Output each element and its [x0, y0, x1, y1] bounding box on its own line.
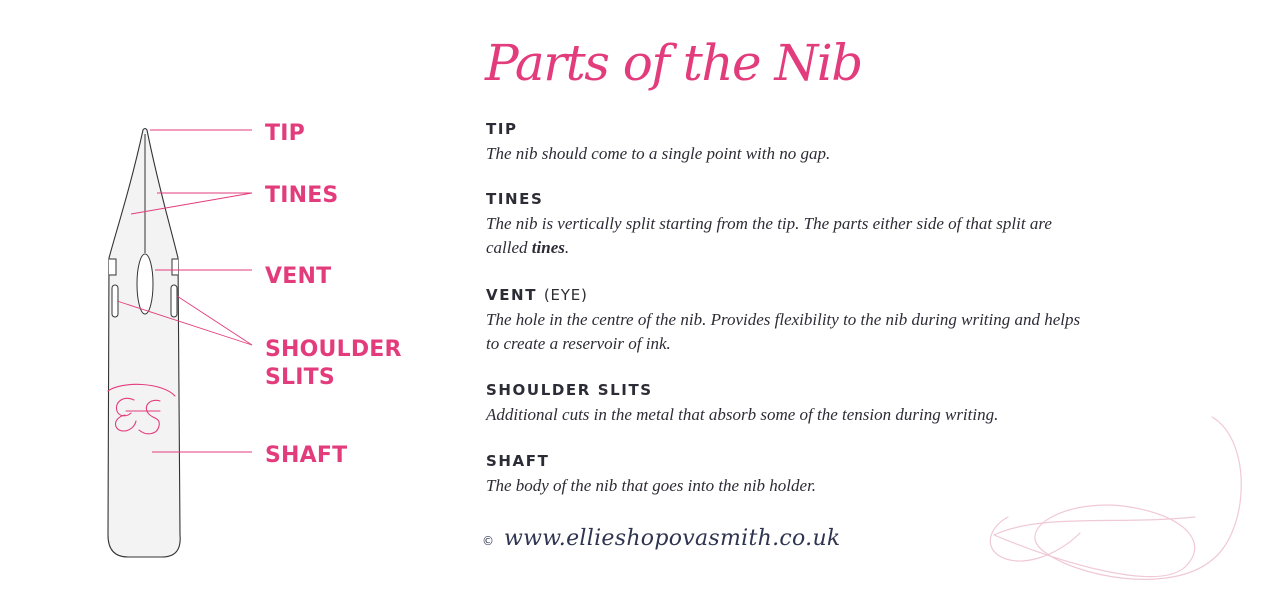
entry-tines — [486, 189, 1086, 260]
entry-vent — [486, 285, 1086, 356]
entry-vent-note: (EYE) — [543, 286, 588, 304]
entry-tip — [486, 119, 1086, 166]
entry-tines-emphasis: tines — [531, 238, 565, 257]
label-shaft: SHAFT — [265, 443, 348, 468]
entry-vent-description: The hole in the centre of the nib. Provides flexibility to the nib during writing and helps to create a reservoir of ink. — [486, 310, 1081, 353]
flourish-decoration — [980, 405, 1280, 600]
leader-shoulder-right — [177, 296, 252, 345]
entry-tines-text: The nib is vertically split starting from the tip. The parts either side of that split are called — [486, 214, 1052, 257]
flourish-stroke-tail — [994, 517, 1195, 535]
entry-shaft-description: The body of the nib that goes into the nib holder. — [486, 476, 817, 495]
label-tines: TINES — [265, 183, 339, 208]
entry-shoulder-slits-name — [486, 380, 1086, 400]
label-tip: TIP — [265, 121, 305, 146]
nib-vent — [137, 254, 153, 314]
entry-tip-title: TIP — [486, 120, 518, 138]
website-credit — [482, 526, 841, 551]
flourish-stroke-main — [994, 417, 1241, 579]
upper-notch-left — [109, 259, 116, 275]
entry-tines-name — [486, 189, 1086, 209]
copyright-icon: © — [482, 534, 494, 548]
nib-diagram — [0, 0, 460, 600]
entry-vent-name — [486, 285, 1086, 305]
page-title: Parts of the Nib — [485, 34, 862, 92]
entry-shaft-title: SHAFT — [486, 452, 550, 470]
upper-notch-right — [172, 259, 178, 275]
label-shoulder-slits: SHOULDER SLITS — [265, 337, 402, 390]
label-vent: VENT — [265, 264, 332, 289]
entry-tip-name — [486, 119, 1086, 139]
entry-tines-description — [486, 212, 1086, 260]
entry-tines-title: TINES — [486, 190, 544, 208]
entry-shoulder-slits-description: Additional cuts in the metal that absorb some of the tension during writing. — [486, 405, 999, 424]
website-link[interactable]: www.ellieshopovasmith.co.uk — [504, 526, 841, 551]
shoulder-slit-right — [171, 285, 177, 317]
entry-tines-text-end: . — [564, 238, 570, 257]
entry-vent-title: VENT — [486, 286, 538, 304]
entry-tip-description: The nib should come to a single point with no gap. — [486, 144, 831, 163]
entry-shoulder-slits-title: SHOULDER SLITS — [486, 381, 653, 399]
